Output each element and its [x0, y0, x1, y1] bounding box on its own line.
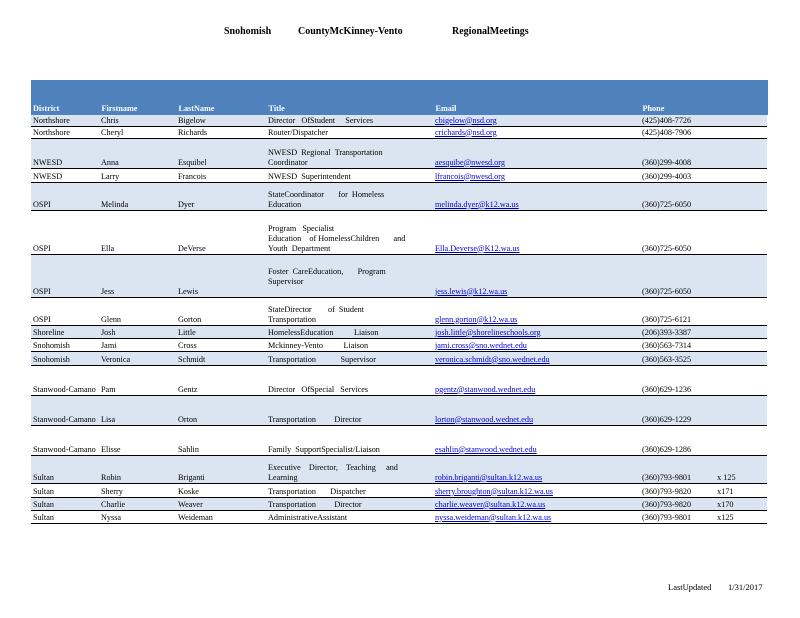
phone-number: (360)725-6050	[642, 199, 692, 209]
phone-number: (360)563-3525	[642, 354, 692, 364]
email-link[interactable]: Ella.Deverse@K12.wa.us	[435, 243, 520, 253]
cell-district	[31, 510, 99, 523]
cell-firstname: Cheryl	[99, 126, 176, 138]
cell-lastname: Sahlin	[176, 425, 266, 455]
cell-firstname: Chris	[99, 115, 176, 126]
cell-email	[433, 126, 640, 138]
cell-firstname: Veronica	[99, 351, 176, 365]
table-row	[31, 497, 767, 510]
cell-phone	[640, 297, 767, 325]
phone-extension: x125	[717, 512, 734, 522]
cell-email	[433, 365, 640, 395]
cell-phone	[640, 510, 767, 523]
cell-firstname: Robin	[99, 455, 176, 483]
cell-firstname: Lisa	[99, 395, 176, 425]
page-title	[0, 26, 800, 40]
email-link[interactable]: crichards@nsd.org	[435, 127, 497, 137]
cell-lastname: Orton	[176, 395, 266, 425]
cell-lastname: Lewis	[176, 254, 266, 297]
phone-number: (360)793-9801	[642, 472, 692, 482]
cell-email	[433, 168, 640, 182]
cell-phone	[640, 395, 767, 425]
district-text: Sultan	[33, 472, 54, 482]
email-link[interactable]: robin.briganti@sultan.k12.wa.us	[435, 472, 543, 482]
table-row	[31, 338, 767, 351]
contact-table	[31, 80, 768, 524]
cell-district	[31, 365, 99, 395]
district-text: Stanwood-Camano	[33, 414, 96, 424]
cell-title	[266, 168, 433, 182]
cell-district	[31, 210, 99, 254]
title-line: Coordinator	[268, 157, 308, 167]
cell-lastname: DeVerse	[176, 210, 266, 254]
cell-lastname: Briganti	[176, 455, 266, 483]
email-link[interactable]: jami.cross@sno.wednet.edu	[435, 340, 527, 350]
email-link[interactable]: melinda.dyer@k12.wa.us	[435, 199, 519, 209]
phone-number: (360)299-4008	[642, 157, 692, 167]
cell-email	[433, 325, 640, 338]
table-row	[31, 126, 767, 138]
cell-title	[266, 210, 433, 254]
cell-phone	[640, 115, 767, 126]
district-text: Sultan	[33, 499, 54, 509]
cell-title	[266, 115, 433, 126]
phone-number: (206)393-3387	[642, 327, 692, 337]
cell-phone	[640, 483, 767, 497]
title-line	[268, 287, 431, 297]
phone-number: (360)629-1229	[642, 414, 692, 424]
email-link[interactable]: cbigelow@nsd.org	[435, 115, 497, 125]
table-row	[31, 210, 767, 254]
cell-title	[266, 425, 433, 455]
title-line: Transportation Director	[268, 414, 362, 424]
cell-district	[31, 455, 99, 483]
table-row	[31, 455, 767, 483]
title-line: Transportation Dispatcher	[268, 486, 366, 496]
cell-lastname: Gentz	[176, 365, 266, 395]
cell-phone	[640, 338, 767, 351]
title-part-meetings: RegionalMeetings	[452, 26, 529, 37]
phone-number: (360)629-1286	[642, 444, 692, 454]
title-line: Director OfStudent Services	[268, 115, 374, 125]
cell-firstname: Sherry	[99, 483, 176, 497]
cell-district	[31, 182, 99, 210]
district-text: Sultan	[33, 486, 54, 496]
email-link[interactable]: lfrancois@nwesd.org	[435, 171, 505, 181]
col-header-firstname: Firstname	[99, 80, 176, 115]
email-link[interactable]: esahlin@stanwood.wednet.edu	[435, 444, 537, 454]
district-text: Snohomish	[33, 340, 70, 350]
phone-number: (360)725-6050	[642, 243, 692, 253]
cell-phone	[640, 425, 767, 455]
district-text: Northshore	[33, 127, 70, 137]
email-link[interactable]: veronica.schmidt@sno.wednet.edu	[435, 354, 550, 364]
cell-district	[31, 126, 99, 138]
table-row	[31, 115, 767, 126]
district-text: Northshore	[33, 115, 70, 125]
col-header-title: Title	[266, 80, 433, 115]
email-link[interactable]: glenn.gorton@k12.wa.us	[435, 314, 518, 324]
cell-firstname: Josh	[99, 325, 176, 338]
cell-email	[433, 138, 640, 168]
cell-email	[433, 455, 640, 483]
title-line: NWESD Regional Transportation	[268, 147, 383, 157]
cell-firstname: Jami	[99, 338, 176, 351]
cell-firstname: Pam	[99, 365, 176, 395]
table-row	[31, 325, 767, 338]
cell-district	[31, 138, 99, 168]
cell-title	[266, 497, 433, 510]
cell-lastname: Schmidt	[176, 351, 266, 365]
district-text: OSPI	[33, 314, 51, 324]
phone-extension: x170	[717, 499, 734, 509]
phone-number: (360)725-6121	[642, 314, 692, 324]
cell-district	[31, 115, 99, 126]
cell-phone	[640, 210, 767, 254]
cell-lastname: Weideman	[176, 510, 266, 523]
cell-lastname: Francois	[176, 168, 266, 182]
cell-title	[266, 254, 433, 297]
col-header-email: Email	[433, 80, 640, 115]
cell-phone	[640, 182, 767, 210]
district-text: NWESD	[33, 157, 63, 167]
phone-number: (360)629-1236	[642, 384, 692, 394]
cell-title	[266, 510, 433, 523]
title-line: Education	[268, 199, 302, 209]
cell-title	[266, 297, 433, 325]
table-row	[31, 351, 767, 365]
phone-number: (425)408-7906	[642, 127, 692, 137]
table-row	[31, 182, 767, 210]
cell-phone	[640, 325, 767, 338]
cell-email	[433, 351, 640, 365]
email-link[interactable]: josh.little@shorelineschools.org	[435, 327, 541, 337]
cell-title	[266, 126, 433, 138]
title-line: Transportation	[268, 314, 316, 324]
table-row	[31, 254, 767, 297]
phone-extension: x171	[717, 486, 734, 496]
cell-title	[266, 351, 433, 365]
cell-phone	[640, 138, 767, 168]
cell-email	[433, 254, 640, 297]
cell-phone	[640, 497, 767, 510]
district-text: Shoreline	[33, 327, 65, 337]
title-line: HomelessEducation Liaison	[268, 327, 379, 337]
district-text: Snohomish	[33, 354, 70, 364]
footer	[0, 582, 800, 594]
col-header-phone: Phone	[640, 80, 767, 115]
cell-firstname: Elisse	[99, 425, 176, 455]
title-line: Family SupportSpecialist/Liaison	[268, 444, 380, 454]
cell-district	[31, 338, 99, 351]
email-link[interactable]: lorton@stanwood.wednet.edu	[435, 414, 534, 424]
title-line: Router/Dispatcher	[268, 127, 329, 137]
title-line: Supervisor	[268, 276, 304, 286]
district-text: OSPI	[33, 243, 51, 253]
phone-number: (360)793-9801	[642, 512, 692, 522]
title-line: NWESD Superintendent	[268, 171, 351, 181]
table-row	[31, 425, 767, 455]
cell-email	[433, 210, 640, 254]
phone-number: (425)408-7726	[642, 115, 692, 125]
cell-lastname: Esquibel	[176, 138, 266, 168]
title-line: Transportation Director	[268, 499, 362, 509]
cell-firstname: Ella	[99, 210, 176, 254]
table-row	[31, 365, 767, 395]
cell-phone	[640, 254, 767, 297]
phone-number: (360)793-9820	[642, 499, 692, 509]
last-updated-date: 1/31/2017	[728, 582, 763, 592]
district-text: Stanwood-Camano	[33, 384, 96, 394]
title-line: Program Specialist	[268, 223, 335, 233]
cell-district	[31, 497, 99, 510]
cell-title	[266, 182, 433, 210]
cell-district	[31, 297, 99, 325]
cell-lastname: Little	[176, 325, 266, 338]
phone-number: (360)299-4003	[642, 171, 692, 181]
cell-phone	[640, 126, 767, 138]
title-part-county: Snohomish	[224, 26, 272, 37]
cell-firstname: Nyssa	[99, 510, 176, 523]
table-row	[31, 395, 767, 425]
cell-title	[266, 338, 433, 351]
phone-number: (360)563-7314	[642, 340, 692, 350]
email-link[interactable]: nyssa.weideman@sultan.k12.wa.us	[435, 512, 552, 522]
district-text: NWESD	[33, 171, 63, 181]
phone-number: (360)725-6050	[642, 286, 692, 296]
title-line: Transportation Supervisor	[268, 354, 376, 364]
cell-firstname: Jess	[99, 254, 176, 297]
title-line: Education of HomelessChildren and	[268, 233, 406, 243]
cell-lastname: Weaver	[176, 497, 266, 510]
cell-firstname: Charlie	[99, 497, 176, 510]
last-updated-label: LastUpdated	[668, 582, 712, 592]
cell-lastname: Richards	[176, 126, 266, 138]
email-link[interactable]: aesquibe@nwesd.org	[435, 157, 505, 167]
cell-lastname: Gorton	[176, 297, 266, 325]
cell-phone	[640, 351, 767, 365]
cell-lastname: Koske	[176, 483, 266, 497]
table-row	[31, 138, 767, 168]
table-row	[31, 297, 767, 325]
cell-email	[433, 182, 640, 210]
cell-lastname: Bigelow	[176, 115, 266, 126]
email-link[interactable]: sherry.broughton@sultan.k12.wa.us	[435, 486, 553, 496]
title-line: AdministrativeAssistant	[268, 512, 348, 522]
cell-district	[31, 254, 99, 297]
title-line: Executive Director, Teaching and	[268, 462, 398, 472]
title-line: Director OfSpecial Services	[268, 384, 369, 394]
cell-district	[31, 325, 99, 338]
cell-email	[433, 425, 640, 455]
cell-title	[266, 138, 433, 168]
district-text: OSPI	[33, 199, 51, 209]
title-part-program: CountyMcKinney-Vento	[298, 26, 403, 37]
cell-firstname: Melinda	[99, 182, 176, 210]
district-text: Sultan	[33, 512, 54, 522]
title-line: Foster CareEducation, Program	[268, 266, 386, 276]
table-row	[31, 483, 767, 497]
cell-firstname: Anna	[99, 138, 176, 168]
col-header-lastname: LastName	[176, 80, 266, 115]
cell-email	[433, 483, 640, 497]
cell-email	[433, 338, 640, 351]
email-link[interactable]: charlie.weaver@sultan.k12.wa.us	[435, 499, 546, 509]
title-line: Youth Department	[268, 243, 331, 253]
cell-district	[31, 395, 99, 425]
table-body	[31, 115, 767, 523]
cell-lastname: Cross	[176, 338, 266, 351]
email-link[interactable]: jess.lewis@k12.wa.us	[435, 286, 508, 296]
cell-email	[433, 510, 640, 523]
cell-firstname: Larry	[99, 168, 176, 182]
cell-phone	[640, 168, 767, 182]
district-text: Stanwood-Camano	[33, 444, 96, 454]
cell-title	[266, 455, 433, 483]
email-link[interactable]: pgentz@stanwood.wednet.edu	[435, 384, 536, 394]
cell-district	[31, 351, 99, 365]
cell-title	[266, 365, 433, 395]
cell-title	[266, 483, 433, 497]
cell-firstname: Glenn	[99, 297, 176, 325]
title-line: StateDirector of Student	[268, 304, 364, 314]
cell-title	[266, 395, 433, 425]
title-line: Mckinney-Vento Liaison	[268, 340, 369, 350]
table-row	[31, 510, 767, 523]
cell-title	[266, 325, 433, 338]
title-line: StateCoordinator for Homeless	[268, 189, 385, 199]
table-row	[31, 168, 767, 182]
cell-district	[31, 168, 99, 182]
cell-email	[433, 297, 640, 325]
phone-number: (360)793-9820	[642, 486, 692, 496]
district-text: OSPI	[33, 286, 51, 296]
col-header-district: District	[31, 80, 99, 115]
cell-district	[31, 425, 99, 455]
cell-email	[433, 497, 640, 510]
title-line: Learning	[268, 472, 298, 482]
cell-lastname: Dyer	[176, 182, 266, 210]
cell-email	[433, 115, 640, 126]
cell-phone	[640, 455, 767, 483]
header-row	[31, 80, 767, 115]
cell-district	[31, 483, 99, 497]
cell-phone	[640, 365, 767, 395]
cell-email	[433, 395, 640, 425]
phone-extension: x 125	[717, 472, 736, 482]
